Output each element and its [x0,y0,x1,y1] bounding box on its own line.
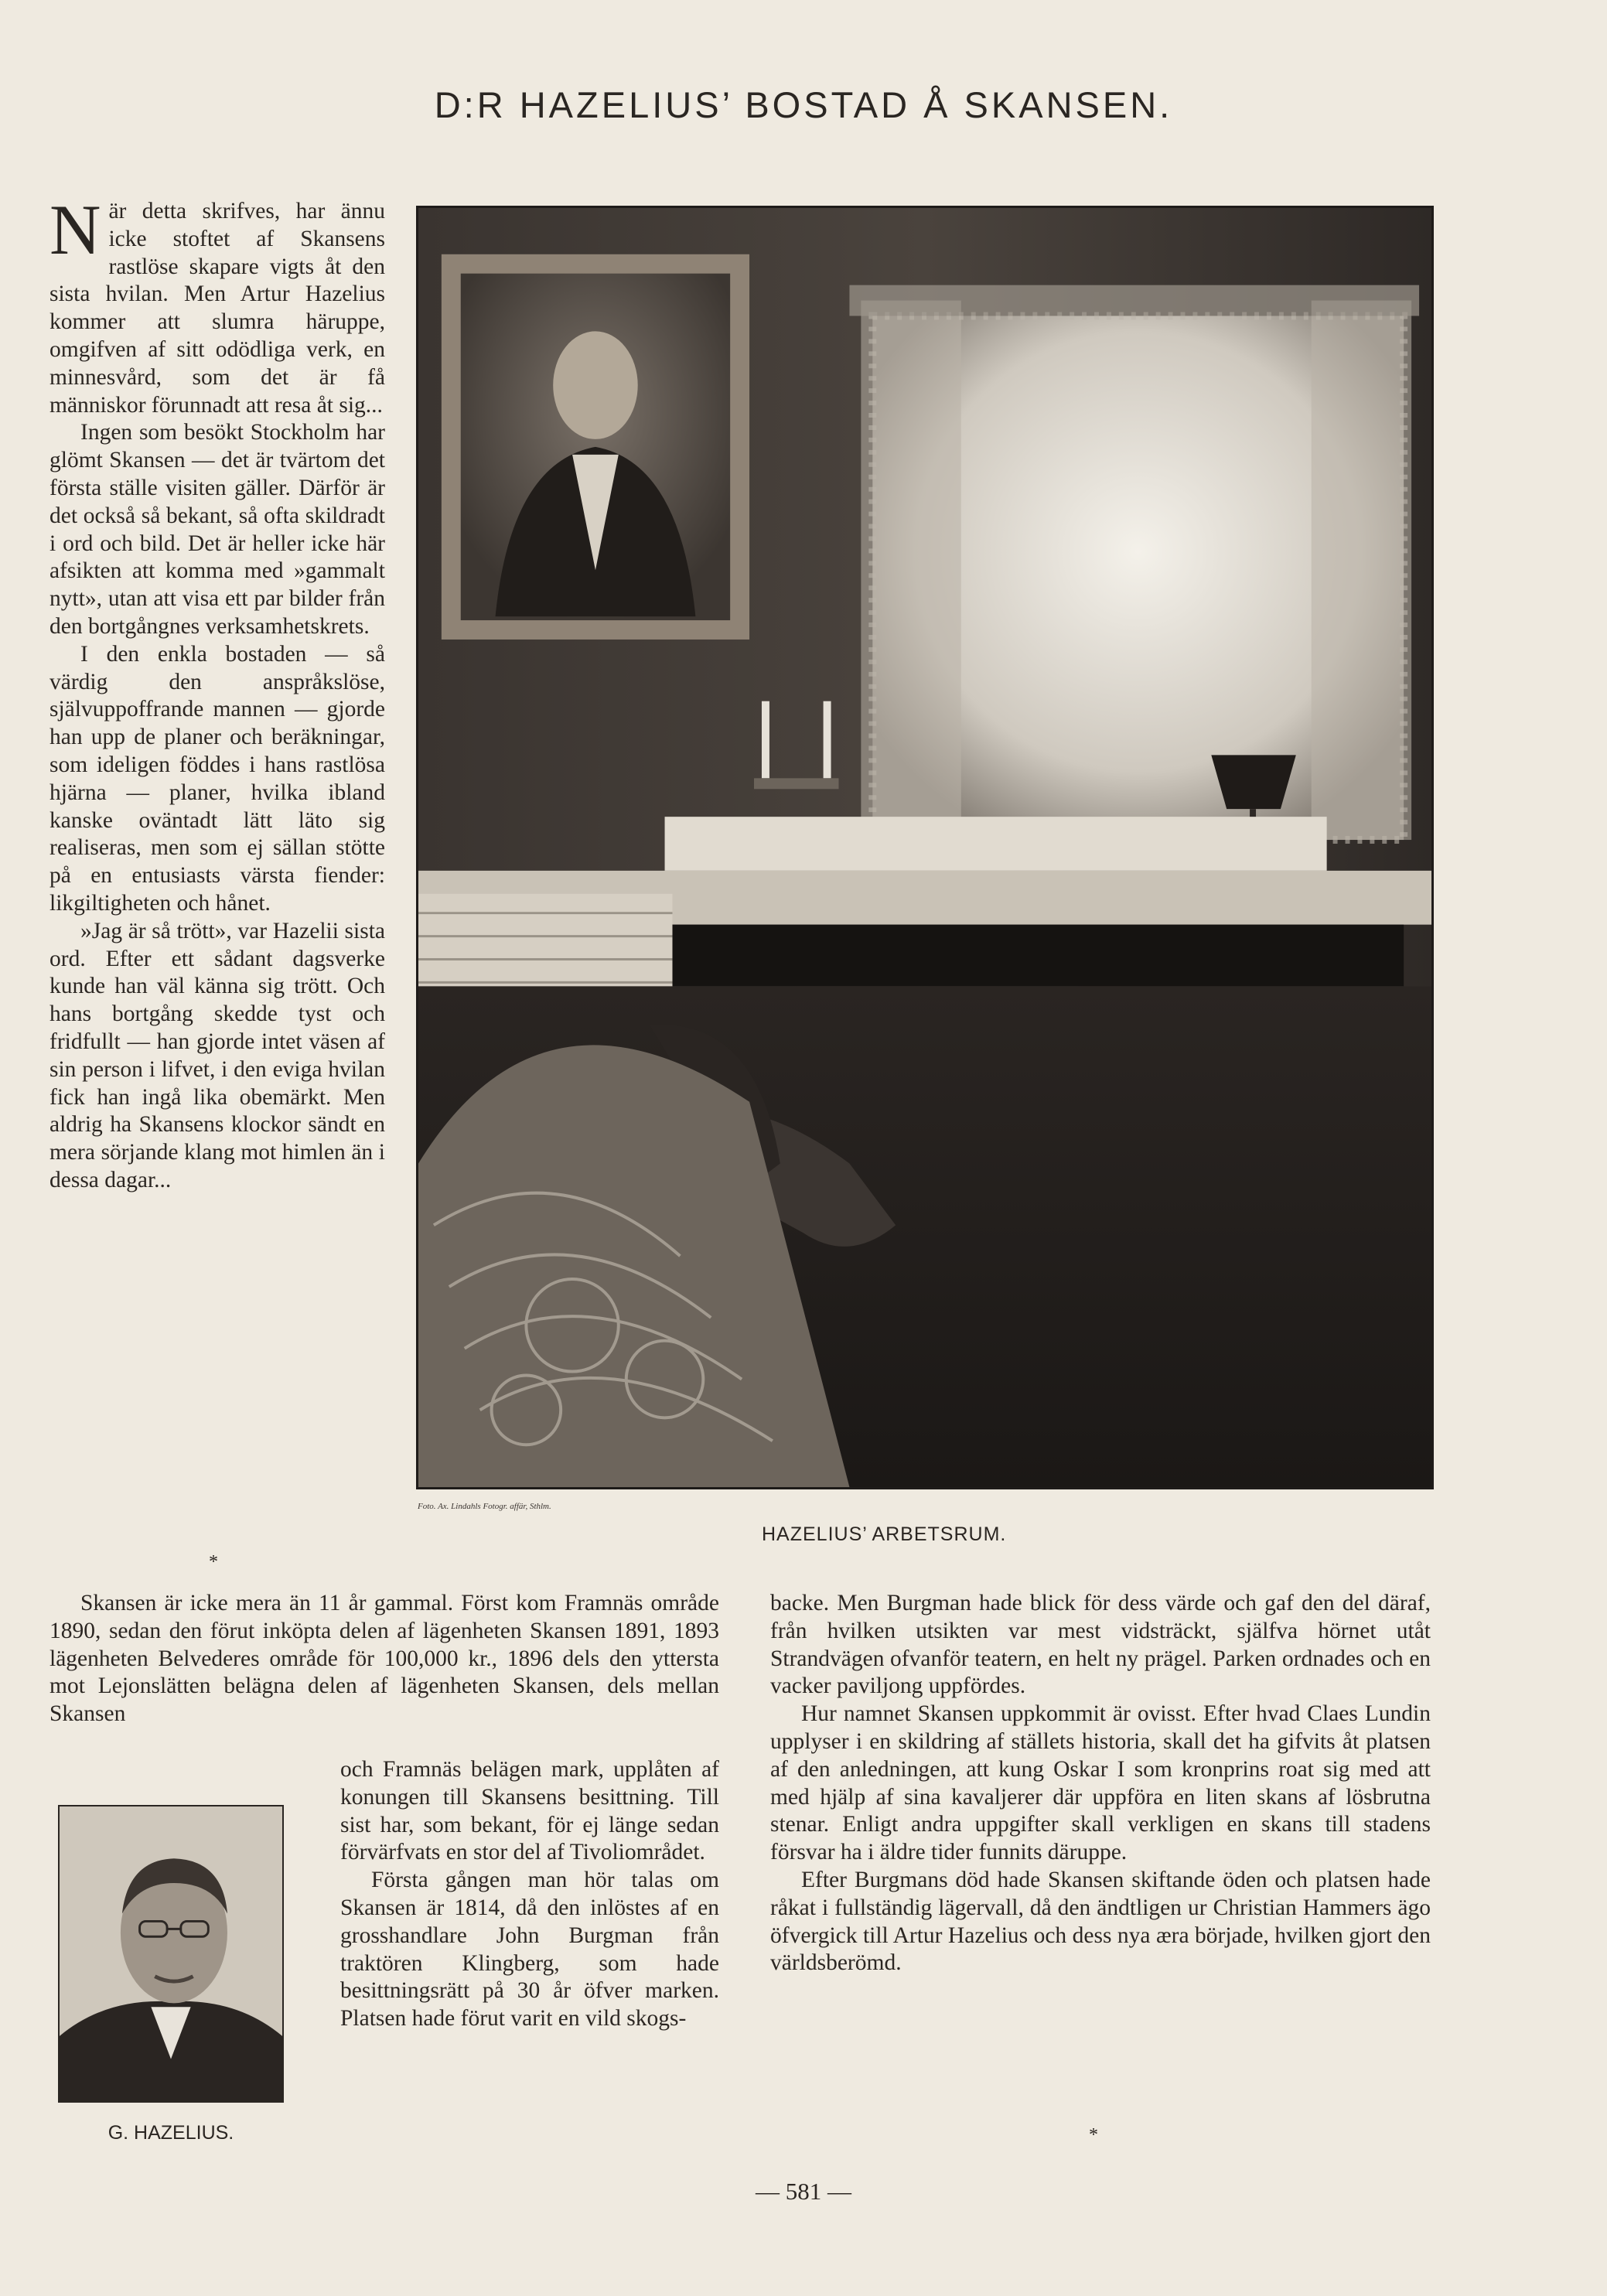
study-room-illustration [418,208,1431,1487]
portrait-illustration [60,1806,282,2101]
intro-text: är detta skrifves, har ännu icke stoftet af Skansens rastlöse skapare vigts åt den sista hvilan. Men Artur Hazelius kommer att slumra häruppe, omgifven af sitt odödliga verk, en minnesvård, som det är få människor förunnadt att resa åt sig... [49,199,385,418]
section-divider-star: * [209,1552,218,1572]
paragraph-bostaden: I den enkla bostaden — så värdig den anspråkslöse, självuppoffrande mannen — gjorde han upp de planer och beräkningar, som ideligen föddes i hans rastlösa hjärna — planer, hvilka ibland kanske oväntadt lätt läto sig realiseras, men som ej sällan stötte på en entusiasts värsta fiender: likgiltigheten och hånet. [49,641,385,916]
intro-paragraph [49,190,385,419]
paragraph-stockholm: Ingen som besökt Stockholm har glömt Skansen — det är tvärtom det första ställe visiten gäller. Därför är det också så bekant, så ofta skildradt i ord och bild. Det är heller icke här afsikten att komma med »gammalt nytt», utan att visa ett par bilder från den bortgångnes verksamhetskrets. [49,420,385,639]
bottom-right-column [770,1590,1431,1977]
end-star: * [1089,2125,1098,2145]
paragraph-last-words: »Jag är så trött», var Hazelii sista ord. Efter ett sådant dagsverke kunde han väl känna sig trött. Och hans bortgång skedde tyst och fridfullt — han gjorde intet väsen af sin person i lifvet, i den eviga hvilan fick han ingå lika obemärkt. Men aldrig ha Skansens klockor sändt en mera sörjande klang mot himlen än i dessa dagar... [49,918,385,1192]
photo-caption: HAZELIUS’ ARBETSRUM. [762,1523,1007,1545]
paragraph-after-burgman: Efter Burgmans död hade Skansen skiftande öden och platsen hade råkat i fullständig lägervall, då den ändtligen ur Christian Hammers ägo öfvergick till Artur Hazelius och dess nya æra började, hvilken gjort den världsberömd. [770,1867,1431,1976]
drop-cap: N [49,190,101,269]
article-title: D:R HAZELIUS’ BOSTAD Å SKANSEN. [434,84,1173,125]
paragraph-name-origin: Hur namnet Skansen uppkommit är ovisst. Efter hvad Claes Lundin upplyser i en skildring af ställets historia, skall det ha gifvits åt platsen af den anledningen, att kung Oskar I som kronprins roat sig med att med hjälp af sina kavaljerer där uppföra en liten skans af lösbrutna stenar. Enligt andra uppgifter skall verkligen en skans till stadens försvar ha i äldre tider funnits däruppe. [770,1701,1431,1865]
study-room-photo [416,206,1434,1489]
left-column [49,190,385,1195]
paragraph-burgman: backe. Men Burgman hade blick för dess värde och gaf den del däraf, från hvilken utsikten var mest vidsträckt, själfva hörnet utåt Strandvägen ofvanför teatern, en helt ny prägel. Parken ordnades och en vacker paviljong uppfördes. [770,1591,1431,1699]
hazelius-portrait [58,1805,284,2103]
bottom-left-wide-text [49,1590,719,1728]
paragraph-history-continued: och Framnäs belägen mark, upplåten af konungen till Skansens besittning. Till sist har, som bekant, för ej länge sedan förvärfvats en stor del af Tivoliområdet. [340,1757,719,1865]
page-number: — 581 — [756,2178,851,2205]
portrait-caption: G. HAZELIUS. [107,2122,234,2144]
photo-credit: Foto. Ax. Lindahls Fotogr. affär, Sthlm. [418,1502,551,1511]
bottom-left-narrow-text [340,1756,719,2033]
paragraph-first-mention: Första gången man hör talas om Skansen är 1814, då den inlöstes af en grosshandlare John Burgman från traktören Klingberg, som hade besittningsrätt på 30 år öfver marken. Platsen hade förut varit en vild skogs- [340,1868,719,2032]
paragraph-history-start: Skansen är icke mera än 11 år gammal. Först kom Framnäs område 1890, sedan den förut inköpta delen af lägenheten Skansen 1891, 1893 lägenheten Belvederes område för 100,000 kr., 1896 dels den yttersta mot Lejonslätten belägna delen af lägenheten Skansen, dels mellan Skansen [49,1591,719,1727]
